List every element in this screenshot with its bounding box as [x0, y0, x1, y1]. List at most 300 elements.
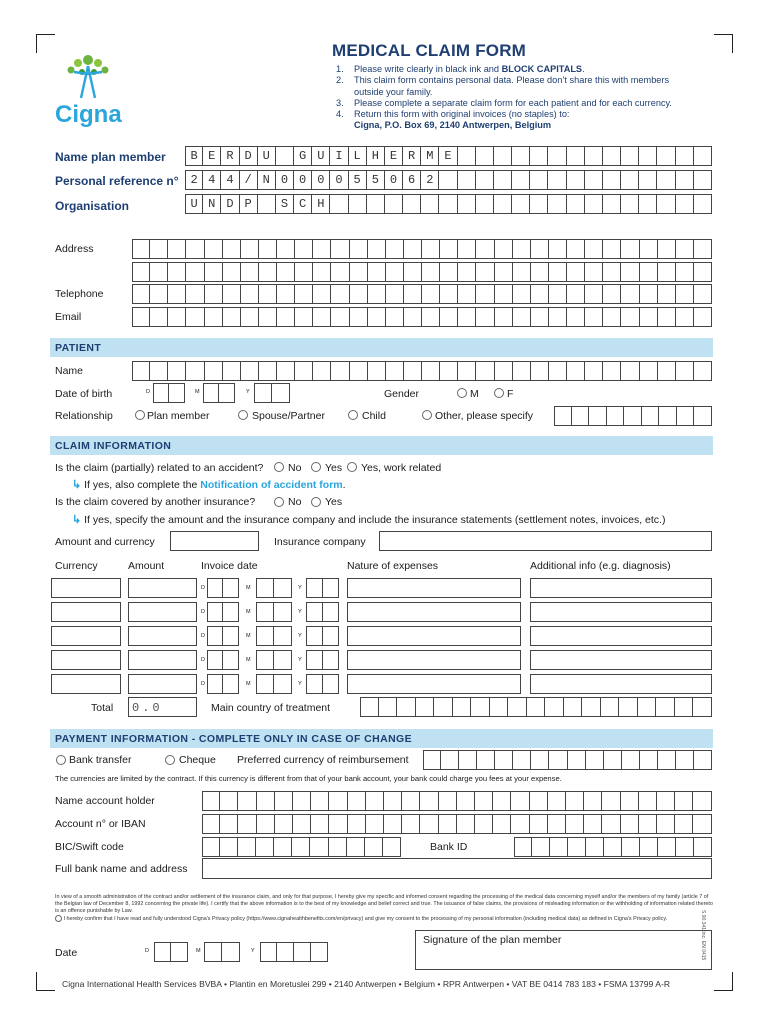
char-cell: 2: [185, 170, 203, 190]
char-cell: [530, 194, 548, 214]
char-cell: [313, 361, 331, 381]
char-cell: S: [276, 194, 294, 214]
char-cell: [203, 383, 219, 403]
insurance-no-radio[interactable]: [274, 497, 284, 507]
char-cell: [495, 361, 513, 381]
char-cell: [223, 361, 241, 381]
form-title: MEDICAL CLAIM FORM: [332, 41, 527, 60]
char-cell: [548, 170, 566, 190]
char-cell: [585, 170, 603, 190]
signature-field[interactable]: [415, 930, 712, 970]
char-cell: [404, 239, 422, 259]
char-cell: [495, 284, 513, 304]
name-plan-member-field[interactable]: [185, 146, 712, 166]
bic-field[interactable]: [202, 837, 401, 857]
char-cell: [384, 791, 402, 811]
char-cell: [222, 942, 240, 962]
char-cell: [494, 146, 512, 166]
char-cell: [423, 750, 441, 770]
cheque-label: Cheque: [179, 754, 216, 766]
bank-transfer-radio[interactable]: [56, 755, 66, 765]
char-cell: [585, 194, 603, 214]
expense-month-field-5[interactable]: [256, 674, 292, 694]
accident-note-pre: If yes, also complete the: [84, 479, 201, 491]
char-cell: [495, 239, 513, 259]
privacy-consent-checkbox[interactable]: [55, 915, 62, 922]
expense-day-field-3[interactable]: [207, 626, 239, 646]
personal-reference-field[interactable]: [185, 170, 712, 190]
char-cell: [207, 602, 223, 622]
char-cell: [168, 239, 186, 259]
total-field[interactable]: [128, 697, 197, 717]
char-cell: [223, 284, 241, 304]
cigna-logo-text: Cigna: [55, 101, 122, 128]
char-cell: [513, 361, 531, 381]
char-cell: [295, 262, 313, 282]
char-cell: [513, 262, 531, 282]
char-cell: [422, 239, 440, 259]
insurance-company-field[interactable]: [379, 531, 712, 551]
rel-child-radio[interactable]: [348, 410, 358, 420]
char-cell: [607, 406, 625, 426]
char-cell: [186, 262, 204, 282]
char-cell: [223, 578, 239, 598]
char-cell: [658, 361, 676, 381]
cheque-radio[interactable]: [165, 755, 175, 765]
char-cell: 4: [221, 170, 239, 190]
char-cell: R: [403, 146, 421, 166]
char-cell: [241, 284, 259, 304]
char-cell: [404, 361, 422, 381]
accident-yes-radio[interactable]: [311, 462, 321, 472]
char-cell: [331, 307, 349, 327]
char-cell: [490, 697, 509, 717]
iban-label: Account n° or IBAN: [55, 818, 146, 830]
char-cell: [132, 307, 150, 327]
char-cell: [383, 837, 401, 857]
account-holder-field[interactable]: [202, 791, 712, 811]
iban-field[interactable]: [202, 814, 712, 834]
char-cell: [585, 146, 603, 166]
char-cell: [513, 284, 531, 304]
char-cell: [306, 578, 323, 598]
bank-transfer-label: Bank transfer: [69, 754, 132, 766]
char-cell: [223, 650, 239, 670]
char-cell: [311, 814, 329, 834]
char-cell: [567, 284, 585, 304]
char-cell: [601, 697, 620, 717]
char-cell: [306, 674, 323, 694]
expense-year-field-5[interactable]: [306, 674, 339, 694]
char-cell: [350, 284, 368, 304]
telephone-label: Telephone: [55, 288, 104, 300]
char-cell: [694, 146, 712, 166]
expense-year-field-1[interactable]: [306, 578, 339, 598]
bank-name-field[interactable]: [202, 858, 712, 879]
rel-plan-member-radio[interactable]: [135, 410, 145, 420]
insurance-note-text: If yes, specify the amount and the insurance company and include the insurance statements (settlement notes, invoices, etc.): [84, 514, 666, 526]
char-cell: [439, 791, 457, 811]
expense-month-field-1[interactable]: [256, 578, 292, 598]
char-cell: [420, 814, 438, 834]
char-cell: [658, 307, 676, 327]
address-field-line1[interactable]: [132, 239, 712, 259]
char-cell: [566, 814, 584, 834]
char-cell: [495, 307, 513, 327]
char-cell: [132, 262, 150, 282]
char-cell: B: [185, 146, 203, 166]
char-cell: [476, 146, 494, 166]
patient-name-field[interactable]: [132, 361, 712, 381]
char-cell: [416, 697, 435, 717]
rel-spouse-radio[interactable]: [238, 410, 248, 420]
char-cell: [402, 791, 420, 811]
char-cell: [259, 262, 277, 282]
expense-nature-field-1[interactable]: [347, 578, 521, 598]
expense-year-letter-4: Y: [298, 657, 302, 663]
char-cell: [621, 361, 639, 381]
char-cell: [602, 814, 620, 834]
char-cell: [675, 697, 694, 717]
char-cell: [293, 814, 311, 834]
char-cell: [567, 146, 585, 166]
insurance-company-label: Insurance company: [274, 536, 366, 548]
expense-year-letter-2: Y: [298, 609, 302, 615]
char-cell: [386, 361, 404, 381]
instr-1-tail: .: [582, 64, 585, 74]
gender-m-radio[interactable]: [457, 388, 467, 398]
char-cell: [531, 284, 549, 304]
char-cell: [386, 239, 404, 259]
dob-year-field[interactable]: [254, 383, 290, 403]
char-cell: [585, 307, 603, 327]
char-cell: [676, 170, 694, 190]
preferred-currency-field[interactable]: [423, 750, 712, 770]
char-cell: [549, 361, 567, 381]
expense-amount-field-5[interactable]: [128, 674, 197, 694]
char-cell: M: [421, 146, 439, 166]
expense-year-field-2[interactable]: [306, 602, 339, 622]
char-cell: [639, 814, 657, 834]
country-field[interactable]: [360, 697, 712, 717]
char-cell: [640, 239, 658, 259]
char-cell: [531, 262, 549, 282]
total-label: Total: [91, 702, 114, 714]
char-cell: [311, 791, 329, 811]
instr-1-bold: BLOCK CAPITALS: [501, 64, 583, 74]
char-cell: [585, 262, 603, 282]
expense-nature-field-2[interactable]: [347, 602, 521, 622]
char-cell: [150, 307, 168, 327]
char-cell: 0: [312, 170, 330, 190]
char-cell: [186, 239, 204, 259]
char-cell: [531, 750, 549, 770]
insurance-no-label: No: [288, 496, 302, 508]
address-label: Address: [55, 243, 94, 255]
char-cell: [658, 239, 676, 259]
char-cell: [404, 262, 422, 282]
expense-nature-field-4[interactable]: [347, 650, 521, 670]
char-cell: [621, 307, 639, 327]
char-cell: [458, 146, 476, 166]
char-cell: [258, 194, 276, 214]
char-cell: [621, 239, 639, 259]
char-cell: [603, 307, 621, 327]
signature-label: Signature of the plan member: [423, 934, 562, 946]
expense-amount-field-2[interactable]: [128, 602, 197, 622]
char-cell: [513, 307, 531, 327]
char-cell: [493, 814, 511, 834]
char-cell: [476, 284, 494, 304]
date-month-field[interactable]: [204, 942, 240, 962]
accident-no-radio[interactable]: [274, 462, 284, 472]
organisation-label: Organisation: [55, 199, 130, 213]
char-cell: [659, 406, 677, 426]
char-cell: [277, 262, 295, 282]
expense-currency-field-4[interactable]: [51, 650, 121, 670]
rel-other-label: Other, please specify: [435, 410, 534, 422]
char-cell: [205, 307, 223, 327]
char-cell: [495, 262, 513, 282]
footer-text: Cigna International Health Services BVBA • Plantin en Moretuslei 299 • 2140 Antwerpen • Belgium • RPR Antwerpen • VAT BE 0414 783 183 • FSMA 13799 A-R: [62, 979, 671, 989]
expense-month-letter-1: M: [246, 585, 251, 591]
char-cell: [366, 791, 384, 811]
char-cell: [657, 146, 675, 166]
char-cell: [186, 361, 204, 381]
char-cell: [530, 170, 548, 190]
char-cell: [621, 194, 639, 214]
expense-month-letter-4: M: [246, 657, 251, 663]
char-cell: [207, 578, 223, 598]
claim-header-text: CLAIM INFORMATION: [55, 440, 172, 452]
char-cell: [168, 284, 186, 304]
date-label: Date: [55, 947, 78, 959]
char-cell: [676, 750, 694, 770]
expense-year-field-3[interactable]: [306, 626, 339, 646]
char-cell: [347, 837, 365, 857]
char-cell: [441, 750, 459, 770]
char-cell: [348, 791, 366, 811]
char-cell: [295, 239, 313, 259]
expense-amount-field-4[interactable]: [128, 650, 197, 670]
char-cell: [511, 814, 529, 834]
col-nature-header: Nature of expenses: [347, 560, 439, 572]
char-cell: [675, 791, 693, 811]
date-day-field[interactable]: [154, 942, 188, 962]
char-cell: [493, 791, 511, 811]
expense-additional-field-3[interactable]: [530, 626, 712, 646]
char-cell: [603, 146, 621, 166]
char-cell: [260, 942, 277, 962]
expense-additional-field-5[interactable]: [530, 674, 712, 694]
char-cell: [439, 170, 457, 190]
char-cell: [640, 750, 658, 770]
accident-form-link[interactable]: Notification of accident form: [200, 479, 343, 491]
char-cell: [568, 750, 586, 770]
char-cell: [397, 697, 416, 717]
char-cell: G: [294, 146, 312, 166]
address-field-line2[interactable]: [132, 262, 712, 282]
char-cell: [132, 284, 150, 304]
char-cell: [440, 262, 458, 282]
char-cell: [459, 750, 477, 770]
char-cell: [331, 361, 349, 381]
expense-currency-field-1[interactable]: [51, 578, 121, 598]
char-cell: [550, 837, 568, 857]
insurance-question: Is the claim covered by another insurance?: [55, 496, 256, 508]
char-cell: [402, 814, 420, 834]
char-cell: [440, 239, 458, 259]
telephone-field[interactable]: [132, 284, 712, 304]
char-cell: [186, 284, 204, 304]
bank-id-label: Bank ID: [430, 841, 468, 853]
char-cell: [694, 361, 712, 381]
char-cell: [259, 361, 277, 381]
accident-note-post: .: [342, 479, 346, 491]
char-cell: [223, 602, 239, 622]
country-label: Main country of treatment: [211, 702, 331, 714]
expense-nature-field-3[interactable]: [347, 626, 521, 646]
char-cell: [277, 307, 295, 327]
expense-day-letter-1: D: [201, 585, 205, 591]
expense-month-field-3[interactable]: [256, 626, 292, 646]
char-cell: [676, 361, 694, 381]
char-cell: [207, 650, 223, 670]
total-value: 0.0: [132, 701, 163, 715]
char-cell: [329, 814, 347, 834]
char-cell: [277, 361, 295, 381]
bic-label: BIC/Swift code: [55, 841, 124, 853]
expense-month-field-2[interactable]: [256, 602, 292, 622]
char-cell: [313, 284, 331, 304]
char-cell: E: [203, 146, 221, 166]
accident-work-radio[interactable]: [347, 462, 357, 472]
char-cell: [572, 406, 590, 426]
expense-amount-field-1[interactable]: [128, 578, 197, 598]
insurance-yes-radio[interactable]: [311, 497, 321, 507]
rel-other-radio[interactable]: [422, 410, 432, 420]
char-cell: U: [258, 146, 276, 166]
char-cell: [676, 284, 694, 304]
expense-day-letter-3: D: [201, 633, 205, 639]
char-cell: [257, 791, 275, 811]
char-cell: [567, 262, 585, 282]
char-cell: [582, 697, 601, 717]
char-cell: [274, 837, 292, 857]
char-cell: [566, 791, 584, 811]
char-cell: [527, 697, 546, 717]
char-cell: [638, 697, 657, 717]
amount-currency-field[interactable]: [170, 531, 259, 551]
char-cell: [254, 383, 272, 403]
char-cell: [360, 697, 379, 717]
expense-amount-field-3[interactable]: [128, 626, 197, 646]
char-cell: [568, 837, 586, 857]
expense-day-field-4[interactable]: [207, 650, 239, 670]
char-cell: [548, 146, 566, 166]
expense-day-field-5[interactable]: [207, 674, 239, 694]
char-cell: [306, 602, 323, 622]
char-cell: [202, 837, 220, 857]
organisation-field[interactable]: [185, 194, 712, 214]
char-cell: [368, 284, 386, 304]
email-field[interactable]: [132, 307, 712, 327]
char-cell: [458, 307, 476, 327]
char-cell: [494, 194, 512, 214]
expense-year-field-4[interactable]: [306, 650, 339, 670]
rel-plan-member-label: Plan member: [147, 410, 210, 422]
char-cell: [495, 750, 513, 770]
char-cell: E: [439, 146, 457, 166]
char-cell: [420, 791, 438, 811]
name-plan-member-label: Name plan member: [55, 150, 166, 164]
expense-currency-field-3[interactable]: [51, 626, 121, 646]
char-cell: [331, 239, 349, 259]
expense-nature-field-5[interactable]: [347, 674, 521, 694]
col-additional-header: Additional info (e.g. diagnosis): [530, 560, 671, 572]
char-cell: [639, 194, 657, 214]
char-cell: [603, 239, 621, 259]
expense-day-field-1[interactable]: [207, 578, 239, 598]
char-cell: [676, 239, 694, 259]
gender-f-radio[interactable]: [494, 388, 504, 398]
char-cell: [657, 170, 675, 190]
date-year-field[interactable]: [260, 942, 328, 962]
char-cell: [458, 194, 476, 214]
dob-month-field[interactable]: [203, 383, 235, 403]
expense-currency-field-2[interactable]: [51, 602, 121, 622]
char-cell: [530, 814, 548, 834]
instr-4-address: Cigna, P.O. Box 69, 2140 Antwerpen, Belgium: [354, 120, 552, 131]
payment-section-header: [50, 729, 713, 748]
expense-additional-field-2[interactable]: [530, 602, 712, 622]
cigna-tree-logo: [64, 52, 112, 102]
char-cell: [259, 239, 277, 259]
char-cell: [458, 284, 476, 304]
char-cell: [477, 750, 495, 770]
accident-work-label: Yes, work related: [361, 462, 442, 474]
char-cell: [150, 239, 168, 259]
char-cell: U: [312, 146, 330, 166]
char-cell: [168, 361, 186, 381]
dob-day-field[interactable]: [153, 383, 185, 403]
currency-note: The currencies are limited by the contract. If this currency is different from that of your bank account, your bank could charge you fees at your expense.: [55, 774, 562, 783]
expense-day-field-2[interactable]: [207, 602, 239, 622]
expense-additional-field-4[interactable]: [530, 650, 712, 670]
bank-id-field[interactable]: [514, 837, 712, 857]
char-cell: [656, 697, 675, 717]
char-cell: [323, 674, 340, 694]
char-cell: [621, 146, 639, 166]
char-cell: [554, 406, 572, 426]
char-cell: [205, 361, 223, 381]
char-cell: [676, 262, 694, 282]
expense-day-letter-5: D: [201, 681, 205, 687]
char-cell: [512, 194, 530, 214]
char-cell: [621, 284, 639, 304]
char-cell: [694, 307, 712, 327]
char-cell: [223, 674, 239, 694]
rel-other-field[interactable]: [554, 406, 712, 426]
char-cell: [310, 837, 328, 857]
expense-month-field-4[interactable]: [256, 650, 292, 670]
expense-additional-field-1[interactable]: [530, 578, 712, 598]
char-cell: [549, 239, 567, 259]
char-cell: [404, 307, 422, 327]
expense-currency-field-5[interactable]: [51, 674, 121, 694]
expense-month-letter-3: M: [246, 633, 251, 639]
char-cell: [169, 383, 185, 403]
